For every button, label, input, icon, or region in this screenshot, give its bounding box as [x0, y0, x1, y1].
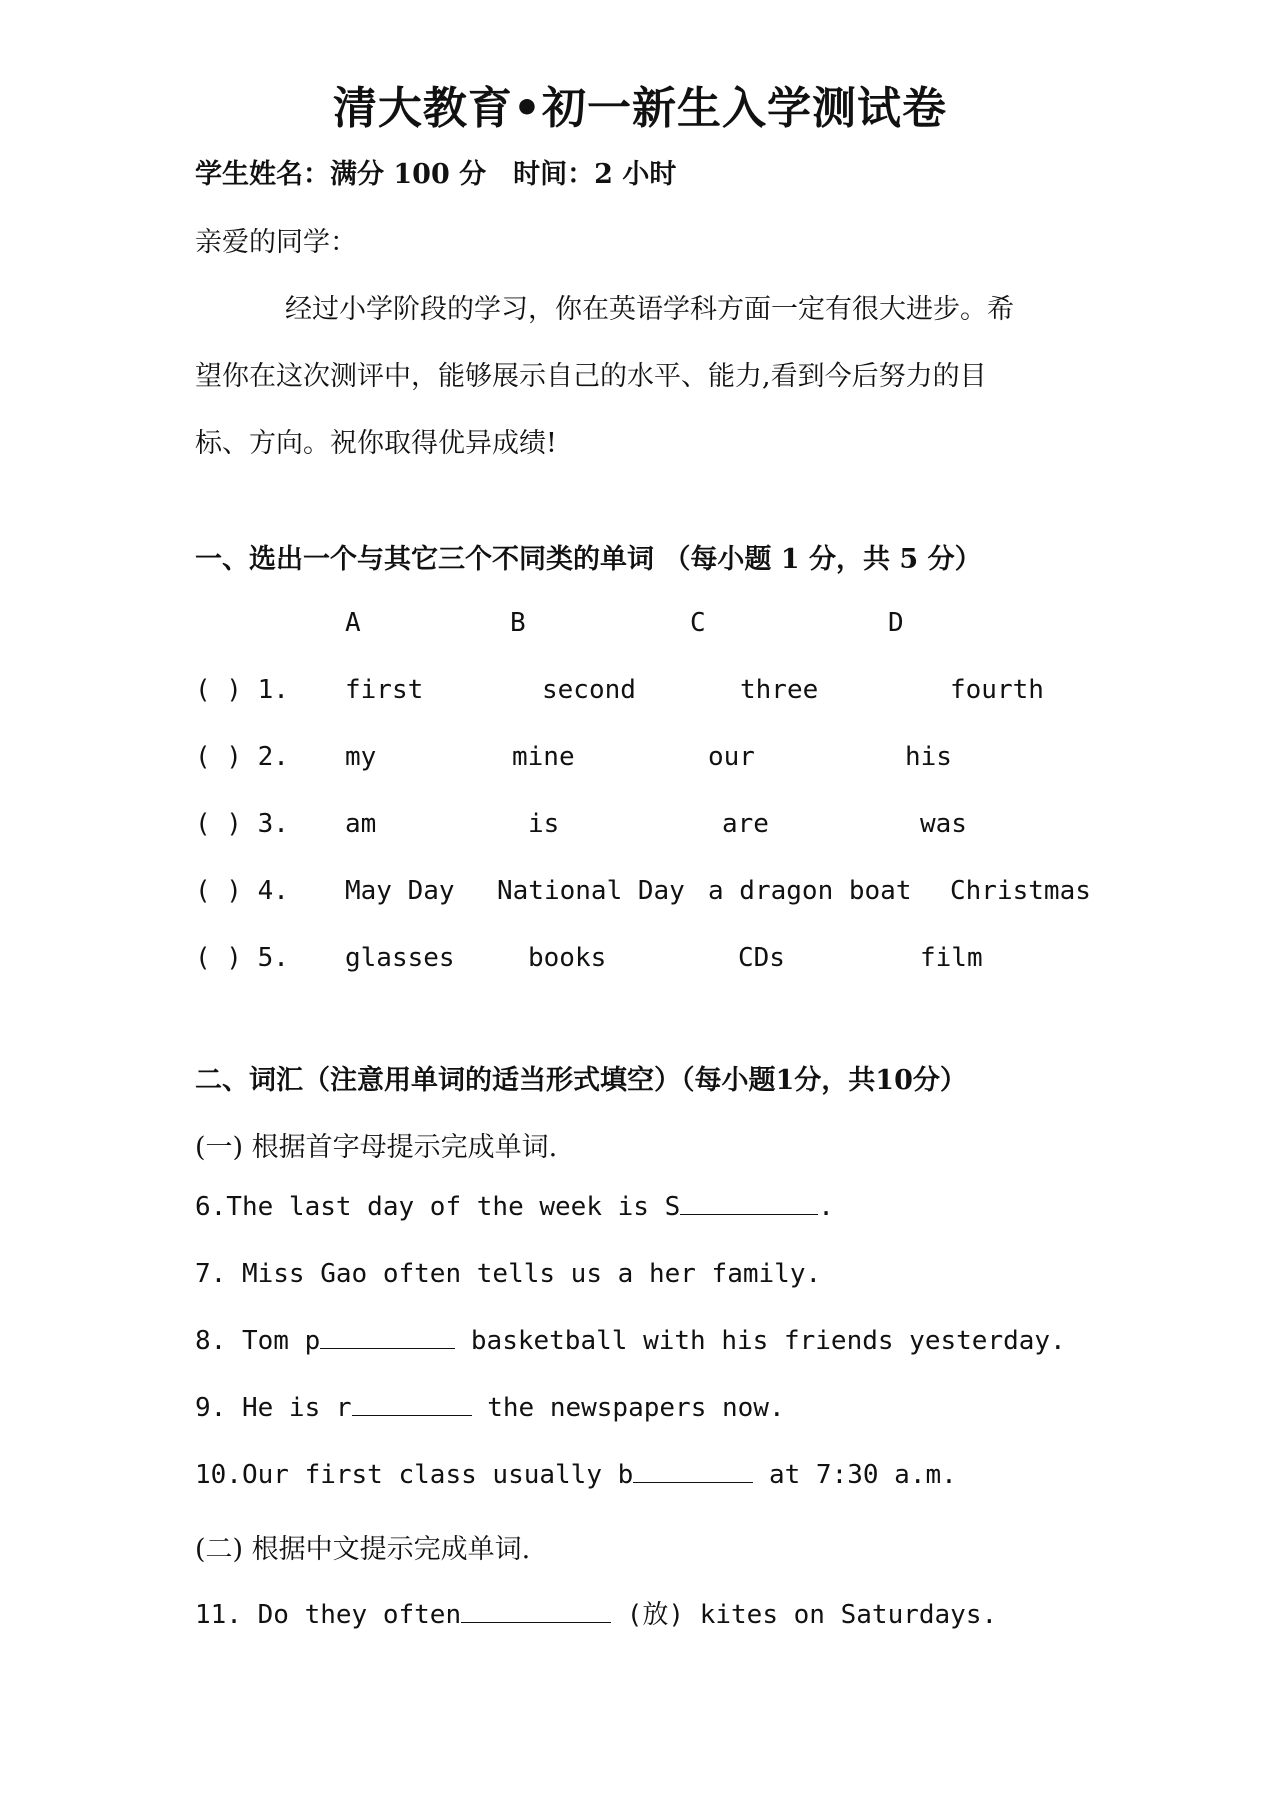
- answer-blank-6[interactable]: [680, 1192, 818, 1215]
- question-label: ( ) 2.: [195, 742, 289, 772]
- question-6: [195, 1192, 834, 1222]
- column-header-c: C: [690, 608, 706, 638]
- section1-heading: 一、选出一个与其它三个不同类的单词 （每小题 1 分，共 5 分）: [195, 544, 982, 575]
- answer-blank-11[interactable]: [461, 1600, 611, 1623]
- intro-paragraph-line-3: 标、方向。祝你取得优异成绩!: [195, 428, 557, 459]
- answer-blank-10[interactable]: [633, 1460, 753, 1483]
- subsection-2-heading: (二) 根据中文提示完成单词.: [195, 1534, 531, 1565]
- answer-blank-8[interactable]: [320, 1326, 455, 1349]
- option-d: film: [920, 943, 983, 973]
- column-header-d: D: [888, 608, 904, 638]
- exam-title: 清大教育•初一新生入学测试卷: [332, 83, 948, 134]
- question-label: ( ) 1.: [195, 675, 289, 705]
- column-header-a: A: [345, 608, 361, 638]
- option-a: am: [345, 809, 377, 839]
- option-c: a dragon boat: [708, 876, 912, 906]
- question-6-text: 6.The last day of the week is S: [195, 1192, 681, 1222]
- question-10-end: at 7:30 a.m.: [753, 1460, 957, 1490]
- option-d: his: [905, 742, 952, 772]
- subsection-1-heading: (一) 根据首字母提示完成单词.: [195, 1132, 558, 1163]
- option-b: National Day: [497, 876, 685, 906]
- student-info: 学生姓名：满分 100 分 时间：2 小时: [195, 159, 677, 190]
- option-c: our: [708, 742, 755, 772]
- question-11-end: (放) kites on Saturdays.: [611, 1600, 998, 1630]
- question-label: ( ) 4.: [195, 876, 289, 906]
- answer-blank-9[interactable]: [352, 1393, 472, 1416]
- intro-greeting: 亲爱的同学：: [195, 227, 357, 258]
- option-b: mine: [512, 742, 575, 772]
- question-10-text: 10.Our first class usually b: [195, 1460, 634, 1490]
- question-8-text: 8. Tom p: [195, 1326, 321, 1356]
- question-9: [195, 1393, 785, 1423]
- question-label: ( ) 3.: [195, 809, 289, 839]
- question-7: 7. Miss Gao often tells us a her family.: [195, 1259, 822, 1289]
- column-header-b: B: [510, 608, 526, 638]
- question-9-end: the newspapers now.: [471, 1393, 785, 1423]
- option-a: May Day: [345, 876, 455, 906]
- option-c: three: [740, 675, 819, 705]
- question-8: [195, 1326, 1066, 1356]
- option-b: books: [528, 943, 607, 973]
- option-b: is: [528, 809, 560, 839]
- question-6-end: .: [818, 1192, 834, 1222]
- option-b: second: [542, 675, 636, 705]
- option-a: glasses: [345, 943, 455, 973]
- option-c: CDs: [738, 943, 785, 973]
- option-a: my: [345, 742, 377, 772]
- option-d: was: [920, 809, 967, 839]
- option-c: are: [722, 809, 769, 839]
- intro-paragraph-line-2: 望你在这次测评中，能够展示自己的水平、能力,看到今后努力的目: [195, 361, 987, 392]
- question-8-end: basketball with his friends yesterday.: [455, 1326, 1066, 1356]
- question-10: [195, 1460, 957, 1490]
- question-11-text: 11. Do they often: [195, 1600, 462, 1630]
- option-d: Christmas: [950, 876, 1091, 906]
- section2-heading: 二、词汇（注意用单词的适当形式填空）（每小题1分，共10分）: [195, 1065, 967, 1096]
- intro-paragraph-line-1: 经过小学阶段的学习，你在英语学科方面一定有很大进步。希: [285, 294, 1014, 325]
- question-label: ( ) 5.: [195, 943, 289, 973]
- option-a: first: [345, 675, 424, 705]
- question-9-text: 9. He is r: [195, 1393, 352, 1423]
- question-11: [195, 1594, 997, 1631]
- option-d: fourth: [950, 675, 1044, 705]
